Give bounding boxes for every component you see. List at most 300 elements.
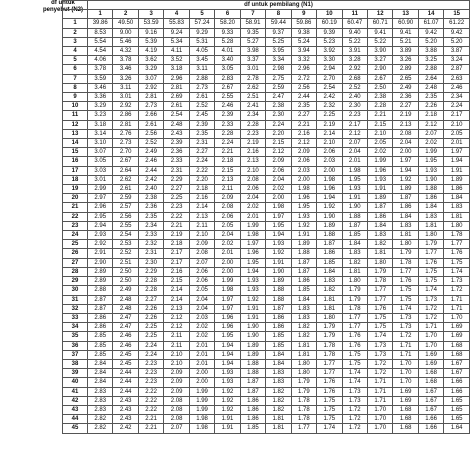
table-cell: 1.68 bbox=[393, 415, 418, 424]
table-cell: 1.65 bbox=[444, 405, 470, 414]
row-df-label: 19 bbox=[63, 185, 88, 194]
table-cell: 1.74 bbox=[393, 304, 418, 313]
table-row bbox=[63, 396, 470, 405]
table-cell: 2.46 bbox=[138, 157, 163, 166]
table-cell: 3.18 bbox=[88, 120, 113, 129]
table-cell: 2.04 bbox=[240, 194, 265, 203]
table-cell: 2.30 bbox=[342, 102, 367, 111]
table-cell: 2.08 bbox=[393, 129, 418, 138]
table-cell: 1.68 bbox=[393, 424, 418, 433]
table-cell: 1.91 bbox=[291, 231, 316, 240]
table-cell: 2.85 bbox=[88, 332, 113, 341]
table-cell: 3.05 bbox=[88, 157, 113, 166]
row-df-label: 29 bbox=[63, 277, 88, 286]
table-cell: 2.66 bbox=[138, 111, 163, 120]
table-cell: 1.76 bbox=[367, 304, 392, 313]
table-cell: 1.86 bbox=[240, 396, 265, 405]
table-cell: 2.49 bbox=[138, 148, 163, 157]
table-cell: 1.71 bbox=[444, 295, 470, 304]
table-cell: 3.98 bbox=[240, 47, 265, 56]
table-cell: 1.75 bbox=[342, 359, 367, 368]
table-cell: 1.78 bbox=[444, 231, 470, 240]
table-cell: 3.34 bbox=[266, 56, 291, 65]
table-cell: 2.84 bbox=[88, 369, 113, 378]
table-cell: 5.20 bbox=[418, 37, 443, 46]
table-cell: 3.29 bbox=[88, 102, 113, 111]
table-cell: 2.09 bbox=[291, 148, 316, 157]
table-row bbox=[63, 74, 470, 83]
table-cell: 2.39 bbox=[164, 139, 189, 148]
table-row bbox=[63, 111, 470, 120]
table-cell: 1.75 bbox=[367, 313, 392, 322]
table-cell: 2.56 bbox=[138, 129, 163, 138]
table-cell: 3.18 bbox=[164, 65, 189, 74]
table-cell: 2.94 bbox=[317, 65, 342, 74]
table-cell: 2.17 bbox=[164, 258, 189, 267]
table-cell: 1.86 bbox=[317, 249, 342, 258]
table-cell: 1.72 bbox=[444, 286, 470, 295]
table-cell: 2.12 bbox=[266, 148, 291, 157]
table-cell: 1.77 bbox=[342, 313, 367, 322]
table-cell: 1.91 bbox=[215, 415, 240, 424]
row-df-label: 38 bbox=[63, 359, 88, 368]
table-cell: 1.70 bbox=[418, 341, 443, 350]
column-header: 14 bbox=[418, 10, 443, 19]
table-cell: 1.79 bbox=[317, 332, 342, 341]
table-cell: 3.29 bbox=[138, 65, 163, 74]
table-cell: 9.33 bbox=[215, 28, 240, 37]
table-cell: 2.21 bbox=[215, 148, 240, 157]
table-row bbox=[63, 148, 470, 157]
table-cell: 3.11 bbox=[189, 65, 214, 74]
table-cell: 49.50 bbox=[113, 19, 138, 28]
table-cell: 1.72 bbox=[342, 424, 367, 433]
row-df-label: 1 bbox=[63, 19, 88, 28]
table-cell: 1.88 bbox=[317, 231, 342, 240]
row-df-label: 3 bbox=[63, 37, 88, 46]
table-cell: 1.81 bbox=[317, 304, 342, 313]
table-cell: 1.88 bbox=[266, 295, 291, 304]
table-cell: 2.62 bbox=[113, 175, 138, 184]
row-df-label: 44 bbox=[63, 415, 88, 424]
table-cell: 2.13 bbox=[393, 120, 418, 129]
table-cell: 1.75 bbox=[444, 258, 470, 267]
row-df-label: 45 bbox=[63, 424, 88, 433]
row-df-label: 15 bbox=[63, 148, 88, 157]
table-cell: 2.22 bbox=[164, 212, 189, 221]
table-cell: 2.99 bbox=[88, 185, 113, 194]
table-cell: 1.90 bbox=[317, 212, 342, 221]
row-group-label: df untuk penyebut (N2) bbox=[42, 0, 83, 13]
table-cell: 2.48 bbox=[113, 304, 138, 313]
row-df-label: 7 bbox=[63, 74, 88, 83]
table-cell: 3.52 bbox=[164, 56, 189, 65]
table-cell: 2.18 bbox=[418, 111, 443, 120]
table-cell: 3.24 bbox=[444, 56, 470, 65]
table-cell: 39.86 bbox=[88, 19, 113, 28]
row-df-label: 31 bbox=[63, 295, 88, 304]
table-cell: 2.02 bbox=[240, 203, 265, 212]
table-cell: 2.02 bbox=[189, 323, 214, 332]
table-cell: 1.75 bbox=[317, 415, 342, 424]
table-cell: 1.98 bbox=[215, 286, 240, 295]
table-cell: 1.71 bbox=[444, 304, 470, 313]
table-cell: 1.70 bbox=[367, 415, 392, 424]
table-cell: 2.00 bbox=[215, 258, 240, 267]
table-cell: 2.24 bbox=[189, 157, 214, 166]
table-cell: 3.26 bbox=[393, 56, 418, 65]
table-cell: 2.33 bbox=[164, 157, 189, 166]
table-cell: 2.02 bbox=[266, 185, 291, 194]
row-df-label: 5 bbox=[63, 56, 88, 65]
table-cell: 1.84 bbox=[291, 295, 316, 304]
column-header: 11 bbox=[342, 10, 367, 19]
table-cell: 2.32 bbox=[317, 102, 342, 111]
table-cell: 1.81 bbox=[418, 221, 443, 230]
table-cell: 2.32 bbox=[138, 240, 163, 249]
table-cell: 1.87 bbox=[317, 240, 342, 249]
table-cell: 1.73 bbox=[367, 350, 392, 359]
table-row bbox=[63, 424, 470, 433]
table-cell: 2.89 bbox=[88, 277, 113, 286]
table-cell: 1.74 bbox=[342, 378, 367, 387]
table-cell: 1.97 bbox=[215, 295, 240, 304]
table-cell: 2.24 bbox=[138, 341, 163, 350]
table-row bbox=[63, 295, 470, 304]
table-cell: 1.78 bbox=[317, 350, 342, 359]
table-row bbox=[63, 56, 470, 65]
table-cell: 1.91 bbox=[342, 194, 367, 203]
table-cell: 9.35 bbox=[240, 28, 265, 37]
table-row bbox=[63, 332, 470, 341]
table-cell: 2.67 bbox=[113, 157, 138, 166]
table-row bbox=[63, 231, 470, 240]
table-row bbox=[63, 185, 470, 194]
table-cell: 2.01 bbox=[215, 249, 240, 258]
table-row bbox=[63, 65, 470, 74]
table-cell: 58.20 bbox=[215, 19, 240, 28]
table-cell: 1.72 bbox=[367, 369, 392, 378]
table-cell: 2.48 bbox=[164, 120, 189, 129]
table-cell: 1.92 bbox=[215, 405, 240, 414]
table-cell: 2.10 bbox=[240, 166, 265, 175]
table-cell: 2.25 bbox=[164, 194, 189, 203]
table-cell: 1.66 bbox=[418, 415, 443, 424]
table-cell: 1.78 bbox=[367, 277, 392, 286]
table-cell: 2.12 bbox=[164, 323, 189, 332]
table-cell: 3.40 bbox=[215, 56, 240, 65]
table-cell: 2.28 bbox=[215, 129, 240, 138]
table-cell: 2.46 bbox=[444, 83, 470, 92]
table-cell: 2.16 bbox=[291, 129, 316, 138]
table-cell: 1.74 bbox=[444, 267, 470, 276]
column-header: 8 bbox=[266, 10, 291, 19]
table-cell: 2.27 bbox=[393, 102, 418, 111]
table-cell: 3.78 bbox=[113, 56, 138, 65]
table-cell: 2.19 bbox=[164, 231, 189, 240]
table-cell: 1.89 bbox=[240, 341, 265, 350]
table-cell: 1.94 bbox=[317, 194, 342, 203]
table-cell: 1.94 bbox=[266, 231, 291, 240]
table-cell: 2.47 bbox=[113, 313, 138, 322]
table-cell: 2.09 bbox=[215, 194, 240, 203]
table-cell: 1.79 bbox=[291, 378, 316, 387]
table-cell: 2.00 bbox=[189, 369, 214, 378]
table-cell: 1.98 bbox=[266, 203, 291, 212]
table-cell: 3.07 bbox=[88, 148, 113, 157]
row-df-label: 26 bbox=[63, 249, 88, 258]
table-cell: 2.61 bbox=[164, 102, 189, 111]
table-cell: 2.18 bbox=[164, 240, 189, 249]
table-cell: 2.82 bbox=[88, 415, 113, 424]
table-cell: 3.46 bbox=[113, 65, 138, 74]
table-cell: 2.44 bbox=[113, 387, 138, 396]
table-cell: 57.24 bbox=[189, 19, 214, 28]
table-cell: 1.86 bbox=[291, 277, 316, 286]
table-row bbox=[63, 120, 470, 129]
table-cell: 1.75 bbox=[393, 286, 418, 295]
table-cell: 1.87 bbox=[291, 258, 316, 267]
table-cell: 1.91 bbox=[266, 258, 291, 267]
table-cell: 1.90 bbox=[342, 203, 367, 212]
table-cell: 3.25 bbox=[418, 56, 443, 65]
table-cell: 2.01 bbox=[189, 350, 214, 359]
table-cell: 1.99 bbox=[240, 221, 265, 230]
table-row bbox=[63, 166, 470, 175]
table-cell: 1.76 bbox=[342, 332, 367, 341]
table-cell: 2.46 bbox=[113, 341, 138, 350]
table-cell: 3.27 bbox=[367, 56, 392, 65]
table-cell: 2.28 bbox=[138, 277, 163, 286]
table-cell: 2.06 bbox=[291, 157, 316, 166]
table-cell: 1.76 bbox=[393, 277, 418, 286]
table-row bbox=[63, 378, 470, 387]
table-cell: 5.23 bbox=[317, 37, 342, 46]
row-df-label: 17 bbox=[63, 166, 88, 175]
table-cell: 1.67 bbox=[418, 405, 443, 414]
table-cell: 2.13 bbox=[240, 157, 265, 166]
table-cell: 2.43 bbox=[164, 129, 189, 138]
table-cell: 1.69 bbox=[444, 323, 470, 332]
table-cell: 2.47 bbox=[266, 93, 291, 102]
table-cell: 2.43 bbox=[113, 396, 138, 405]
table-row bbox=[63, 277, 470, 286]
row-df-label: 41 bbox=[63, 387, 88, 396]
table-cell: 2.10 bbox=[317, 139, 342, 148]
table-cell: 1.82 bbox=[342, 258, 367, 267]
row-df-label: 9 bbox=[63, 93, 88, 102]
table-cell: 2.14 bbox=[317, 129, 342, 138]
table-cell: 3.89 bbox=[393, 47, 418, 56]
table-cell: 1.74 bbox=[367, 332, 392, 341]
table-cell: 1.91 bbox=[367, 185, 392, 194]
table-cell: 2.19 bbox=[240, 139, 265, 148]
table-row bbox=[63, 129, 470, 138]
table-cell: 1.81 bbox=[291, 341, 316, 350]
table-cell: 2.23 bbox=[164, 203, 189, 212]
table-row bbox=[63, 258, 470, 267]
table-cell: 3.01 bbox=[88, 175, 113, 184]
table-cell: 1.73 bbox=[393, 323, 418, 332]
table-cell: 2.52 bbox=[113, 249, 138, 258]
table-cell: 1.70 bbox=[393, 369, 418, 378]
table-cell: 2.29 bbox=[138, 267, 163, 276]
table-cell: 2.09 bbox=[189, 240, 214, 249]
table-cell: 2.44 bbox=[291, 93, 316, 102]
table-cell: 1.73 bbox=[342, 396, 367, 405]
table-cell: 2.30 bbox=[138, 258, 163, 267]
table-cell: 2.55 bbox=[113, 221, 138, 230]
table-cell: 2.35 bbox=[291, 102, 316, 111]
table-cell: 2.16 bbox=[189, 194, 214, 203]
row-df-label: 14 bbox=[63, 139, 88, 148]
table-cell: 2.04 bbox=[189, 304, 214, 313]
table-cell: 1.74 bbox=[317, 424, 342, 433]
table-cell: 2.69 bbox=[164, 93, 189, 102]
row-df-label: 33 bbox=[63, 313, 88, 322]
table-cell: 1.83 bbox=[393, 221, 418, 230]
table-cell: 1.97 bbox=[215, 304, 240, 313]
table-cell: 2.84 bbox=[88, 378, 113, 387]
table-cell: 2.01 bbox=[189, 359, 214, 368]
table-cell: 2.23 bbox=[342, 111, 367, 120]
row-df-label: 42 bbox=[63, 396, 88, 405]
row-df-label: 20 bbox=[63, 194, 88, 203]
table-cell: 1.72 bbox=[342, 415, 367, 424]
table-cell: 2.65 bbox=[393, 74, 418, 83]
row-df-label: 2 bbox=[63, 28, 88, 37]
table-cell: 1.82 bbox=[291, 332, 316, 341]
table-cell: 2.54 bbox=[113, 231, 138, 240]
table-cell: 60.19 bbox=[317, 19, 342, 28]
table-cell: 2.09 bbox=[164, 378, 189, 387]
table-cell: 2.36 bbox=[393, 93, 418, 102]
table-cell: 2.06 bbox=[189, 277, 214, 286]
table-cell: 1.93 bbox=[240, 277, 265, 286]
column-header: 3 bbox=[138, 10, 163, 19]
table-cell: 2.57 bbox=[113, 203, 138, 212]
table-cell: 2.38 bbox=[367, 93, 392, 102]
table-cell: 1.81 bbox=[266, 415, 291, 424]
table-cell: 1.70 bbox=[418, 332, 443, 341]
table-cell: 2.06 bbox=[317, 148, 342, 157]
table-cell: 1.96 bbox=[215, 313, 240, 322]
table-cell: 1.77 bbox=[317, 359, 342, 368]
table-cell: 1.93 bbox=[215, 369, 240, 378]
table-cell: 3.45 bbox=[189, 56, 214, 65]
table-cell: 3.87 bbox=[444, 47, 470, 56]
table-cell: 1.90 bbox=[266, 267, 291, 276]
table-cell: 1.73 bbox=[367, 341, 392, 350]
table-row bbox=[63, 359, 470, 368]
row-df-label: 12 bbox=[63, 120, 88, 129]
corner-cell bbox=[63, 1, 88, 10]
table-cell: 60.71 bbox=[367, 19, 392, 28]
table-cell: 1.99 bbox=[418, 148, 443, 157]
table-cell: 2.54 bbox=[317, 83, 342, 92]
table-cell: 1.76 bbox=[317, 387, 342, 396]
table-cell: 1.86 bbox=[240, 415, 265, 424]
table-cell: 2.45 bbox=[113, 350, 138, 359]
table-cell: 2.11 bbox=[164, 332, 189, 341]
table-cell: 2.56 bbox=[113, 212, 138, 221]
table-cell: 3.62 bbox=[138, 56, 163, 65]
table-cell: 1.88 bbox=[342, 212, 367, 221]
table-cell: 2.92 bbox=[113, 102, 138, 111]
table-cell: 2.02 bbox=[418, 139, 443, 148]
table-cell: 2.04 bbox=[215, 231, 240, 240]
table-cell: 2.00 bbox=[215, 267, 240, 276]
table-cell: 4.11 bbox=[164, 47, 189, 56]
table-cell: 1.83 bbox=[418, 212, 443, 221]
table-cell: 1.94 bbox=[444, 157, 470, 166]
table-cell: 2.34 bbox=[138, 221, 163, 230]
table-cell: 1.90 bbox=[418, 175, 443, 184]
table-cell: 1.80 bbox=[393, 240, 418, 249]
table-cell: 1.80 bbox=[342, 277, 367, 286]
table-cell: 2.08 bbox=[164, 415, 189, 424]
table-cell: 2.06 bbox=[266, 166, 291, 175]
table-cell: 1.79 bbox=[342, 286, 367, 295]
table-cell: 3.91 bbox=[342, 47, 367, 56]
table-cell: 2.67 bbox=[215, 83, 240, 92]
table-cell: 2.04 bbox=[266, 175, 291, 184]
table-cell: 2.13 bbox=[164, 304, 189, 313]
table-cell: 1.91 bbox=[215, 424, 240, 433]
table-cell: 1.69 bbox=[393, 387, 418, 396]
table-cell: 1.84 bbox=[367, 221, 392, 230]
table-cell: 2.27 bbox=[189, 148, 214, 157]
table-cell: 2.03 bbox=[291, 166, 316, 175]
table-cell: 3.01 bbox=[113, 93, 138, 102]
table-cell: 2.49 bbox=[113, 286, 138, 295]
table-cell: 3.14 bbox=[88, 129, 113, 138]
table-cell: 2.03 bbox=[317, 157, 342, 166]
row-df-label: 28 bbox=[63, 267, 88, 276]
table-cell: 1.88 bbox=[266, 286, 291, 295]
table-cell: 1.77 bbox=[291, 424, 316, 433]
table-cell: 2.43 bbox=[113, 405, 138, 414]
table-cell: 2.33 bbox=[215, 120, 240, 129]
table-cell: 2.23 bbox=[138, 378, 163, 387]
row-df-label: 22 bbox=[63, 212, 88, 221]
table-cell: 2.22 bbox=[138, 405, 163, 414]
table-row bbox=[63, 240, 470, 249]
table-cell: 9.42 bbox=[444, 28, 470, 37]
table-cell: 2.19 bbox=[317, 120, 342, 129]
table-cell: 1.79 bbox=[342, 295, 367, 304]
table-cell: 2.83 bbox=[215, 74, 240, 83]
table-cell: 2.35 bbox=[418, 93, 443, 102]
table-cell: 1.84 bbox=[444, 194, 470, 203]
table-cell: 1.89 bbox=[367, 194, 392, 203]
row-header-corner bbox=[63, 10, 88, 19]
table-cell: 2.59 bbox=[113, 194, 138, 203]
table-cell: 1.78 bbox=[393, 258, 418, 267]
table-cell: 2.83 bbox=[88, 405, 113, 414]
table-cell: 1.71 bbox=[367, 387, 392, 396]
table-cell: 1.75 bbox=[317, 405, 342, 414]
table-cell: 1.72 bbox=[393, 332, 418, 341]
table-cell: 1.98 bbox=[317, 175, 342, 184]
table-cell: 9.38 bbox=[291, 28, 316, 37]
table-cell: 1.68 bbox=[393, 405, 418, 414]
table-cell: 2.16 bbox=[240, 148, 265, 157]
table-cell: 1.72 bbox=[418, 304, 443, 313]
table-cell: 2.47 bbox=[113, 323, 138, 332]
table-cell: 2.16 bbox=[164, 267, 189, 276]
table-cell: 2.14 bbox=[164, 295, 189, 304]
